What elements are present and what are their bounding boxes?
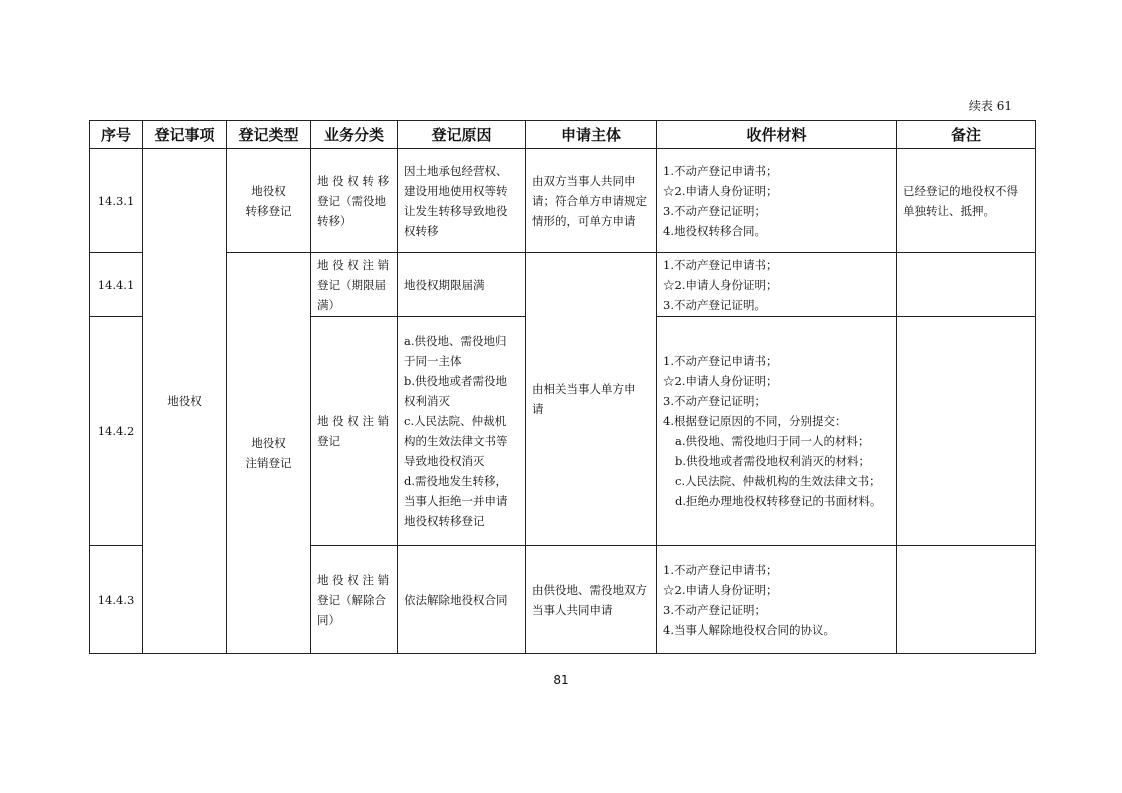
type-cell: 地役权 转移登记 xyxy=(227,149,311,253)
header-remarks: 备注 xyxy=(897,121,1036,149)
header-type: 登记类型 xyxy=(227,121,311,149)
materials-cell: 1.不动产登记申请书； ☆2.申请人身份证明； 3.不动产登记证明； 4.地役权转移合同。 xyxy=(657,149,897,253)
type-cell: 地役权 注销登记 xyxy=(227,253,311,654)
table-header-row xyxy=(90,121,1036,149)
serial-cell: 14.4.1 xyxy=(90,253,143,317)
remarks-cell xyxy=(897,253,1036,317)
reason-cell: a.供役地、需役地归 于同一主体 b.供役地或者需役地 权利消灭 c.人民法院、仲裁机 构的生效法律文书等 导致地役权消灭 d.需役地发生转移， 当事人拒绝一并申请 地役权转移登记 xyxy=(398,317,526,546)
category-cell: 地 役 权 注 销 登记（期限届 满） xyxy=(311,253,398,317)
header-applicant: 申请主体 xyxy=(526,121,657,149)
serial-cell: 14.3.1 xyxy=(90,149,143,253)
category-cell: 地 役 权 注 销 登记 xyxy=(311,317,398,546)
table-row xyxy=(90,253,1036,317)
applicant-cell: 由相关当事人单方申 请 xyxy=(526,253,657,546)
materials-cell: 1.不动产登记申请书； ☆2.申请人身份证明； 3.不动产登记证明； 4.当事人解除地役权合同的协议。 xyxy=(657,546,897,654)
header-category: 业务分类 xyxy=(311,121,398,149)
materials-cell: 1.不动产登记申请书； ☆2.申请人身份证明； 3.不动产登记证明； 4.根据登记原因的不同，分别提交： a.供役地、需役地归于同一人的材料； b.供役地或者需役地权利消灭的材料； c.人民法院、仲裁机构的生效法律文书； d.拒绝办理地役权转移登记的书面材料。 xyxy=(657,317,897,546)
reason-cell: 依法解除地役权合同 xyxy=(398,546,526,654)
reason-cell: 地役权期限届满 xyxy=(398,253,526,317)
remarks-cell xyxy=(897,546,1036,654)
applicant-cell: 由双方当事人共同申 请；符合单方申请规定 情形的，可单方申请 xyxy=(526,149,657,253)
reason-cell: 因土地承包经营权、 建设用地使用权等转 让发生转移导致地役 权转移 xyxy=(398,149,526,253)
serial-cell: 14.4.2 xyxy=(90,317,143,546)
header-materials: 收件材料 xyxy=(657,121,897,149)
applicant-cell: 由供役地、需役地双方 当事人共同申请 xyxy=(526,546,657,654)
page-number: 81 xyxy=(553,673,569,687)
header-item: 登记事项 xyxy=(143,121,227,149)
registration-table xyxy=(89,120,1036,654)
table-row xyxy=(90,149,1036,253)
continued-table-label: 续表 61 xyxy=(968,99,1012,113)
remarks-cell xyxy=(897,317,1036,546)
header-reason: 登记原因 xyxy=(398,121,526,149)
header-serial: 序号 xyxy=(90,121,143,149)
materials-cell: 1.不动产登记申请书； ☆2.申请人身份证明； 3.不动产登记证明。 xyxy=(657,253,897,317)
category-cell: 地 役 权 转 移 登记（需役地 转移） xyxy=(311,149,398,253)
category-cell: 地 役 权 注 销 登记（解除合 同） xyxy=(311,546,398,654)
item-cell: 地役权 xyxy=(143,149,227,654)
remarks-cell: 已经登记的地役权不得 单独转让、抵押。 xyxy=(897,149,1036,253)
serial-cell: 14.4.3 xyxy=(90,546,143,654)
